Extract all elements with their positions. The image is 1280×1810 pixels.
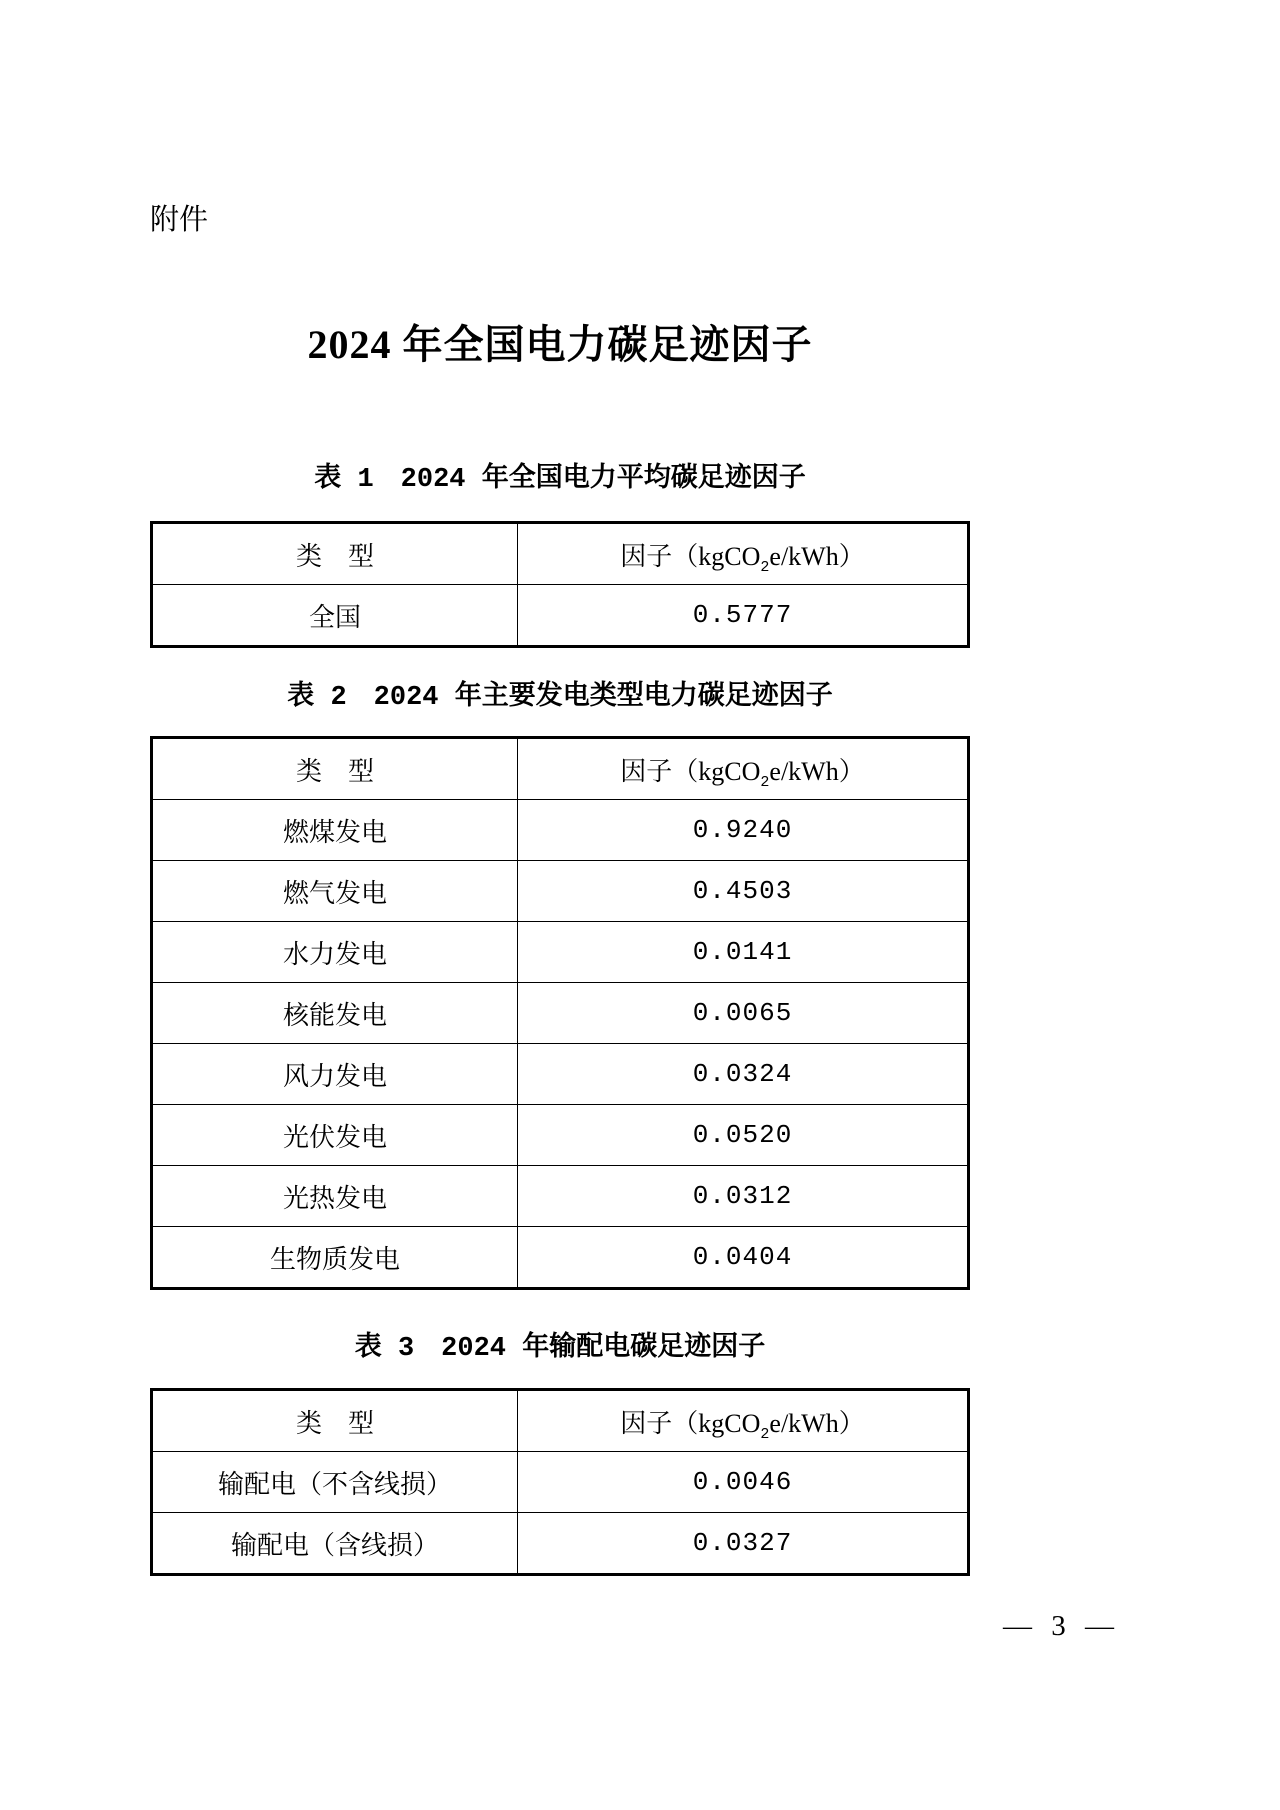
- factor-cell: 0.9240: [518, 800, 969, 861]
- table-header-row: [152, 1390, 969, 1452]
- type-cell: 燃煤发电: [152, 800, 518, 861]
- header-cell-type: 类 型: [152, 1390, 518, 1452]
- factor-cell: 0.4503: [518, 861, 969, 922]
- table-row: [152, 1166, 969, 1227]
- factor-cell: 0.0065: [518, 983, 969, 1044]
- table-row: [152, 922, 969, 983]
- table-header-row: [152, 523, 969, 585]
- table-row: [152, 1227, 969, 1289]
- type-cell: 光伏发电: [152, 1105, 518, 1166]
- type-cell: 输配电（不含线损）: [152, 1452, 518, 1513]
- factor-cell: 0.0141: [518, 922, 969, 983]
- table1-caption: 表 1 2024 年全国电力平均碳足迹因子: [314, 465, 806, 495]
- header-cell-factor: [518, 738, 969, 800]
- table2-caption: 表 2 2024 年主要发电类型电力碳足迹因子: [287, 683, 833, 713]
- table-row: [152, 1513, 969, 1575]
- type-cell: 全国: [152, 585, 518, 647]
- factor-unit-suffix: e/kWh）: [769, 1408, 865, 1438]
- factor-cell: 0.0404: [518, 1227, 969, 1289]
- table-row: [152, 861, 969, 922]
- header-cell-type: 类 型: [152, 523, 518, 585]
- table-row: [152, 1044, 969, 1105]
- header-cell-factor: [518, 1390, 969, 1452]
- factor-unit-suffix: e/kWh）: [769, 541, 865, 571]
- factor-cell: 0.0520: [518, 1105, 969, 1166]
- factor-cell: 0.0046: [518, 1452, 969, 1513]
- factor-unit-prefix: 因子（kgCO: [620, 756, 761, 786]
- page-number: — 3 —: [1003, 1610, 1120, 1642]
- factor-cell: 0.5777: [518, 585, 969, 647]
- type-cell: 生物质发电: [152, 1227, 518, 1289]
- table-header-row: [152, 738, 969, 800]
- co2-subscript: 2: [760, 773, 770, 791]
- factor-cell: 0.0312: [518, 1166, 969, 1227]
- factor-unit-prefix: 因子（kgCO: [620, 1408, 761, 1438]
- factor-table-1: [150, 521, 970, 648]
- table-row: [152, 1105, 969, 1166]
- type-cell: 燃气发电: [152, 861, 518, 922]
- co2-subscript: 2: [760, 558, 770, 576]
- co2-subscript: 2: [760, 1425, 770, 1443]
- header-cell-type: 类 型: [152, 738, 518, 800]
- type-cell: 水力发电: [152, 922, 518, 983]
- table-row: [152, 983, 969, 1044]
- table-row: [152, 1452, 969, 1513]
- type-cell: 光热发电: [152, 1166, 518, 1227]
- factor-cell: 0.0324: [518, 1044, 969, 1105]
- factor-unit-suffix: e/kWh）: [769, 756, 865, 786]
- type-cell: 核能发电: [152, 983, 518, 1044]
- table-row: [152, 800, 969, 861]
- factor-table-3: [150, 1388, 970, 1576]
- table-row: [152, 585, 969, 647]
- table3-caption: 表 3 2024 年输配电碳足迹因子: [354, 1334, 766, 1364]
- attachment-label: 附件: [150, 204, 209, 236]
- document-title: 2024 年全国电力碳足迹因子: [307, 322, 813, 367]
- factor-unit-prefix: 因子（kgCO: [620, 541, 761, 571]
- type-cell: 风力发电: [152, 1044, 518, 1105]
- type-cell: 输配电（含线损）: [152, 1513, 518, 1575]
- factor-table-2: [150, 736, 970, 1290]
- header-cell-factor: [518, 523, 969, 585]
- factor-cell: 0.0327: [518, 1513, 969, 1575]
